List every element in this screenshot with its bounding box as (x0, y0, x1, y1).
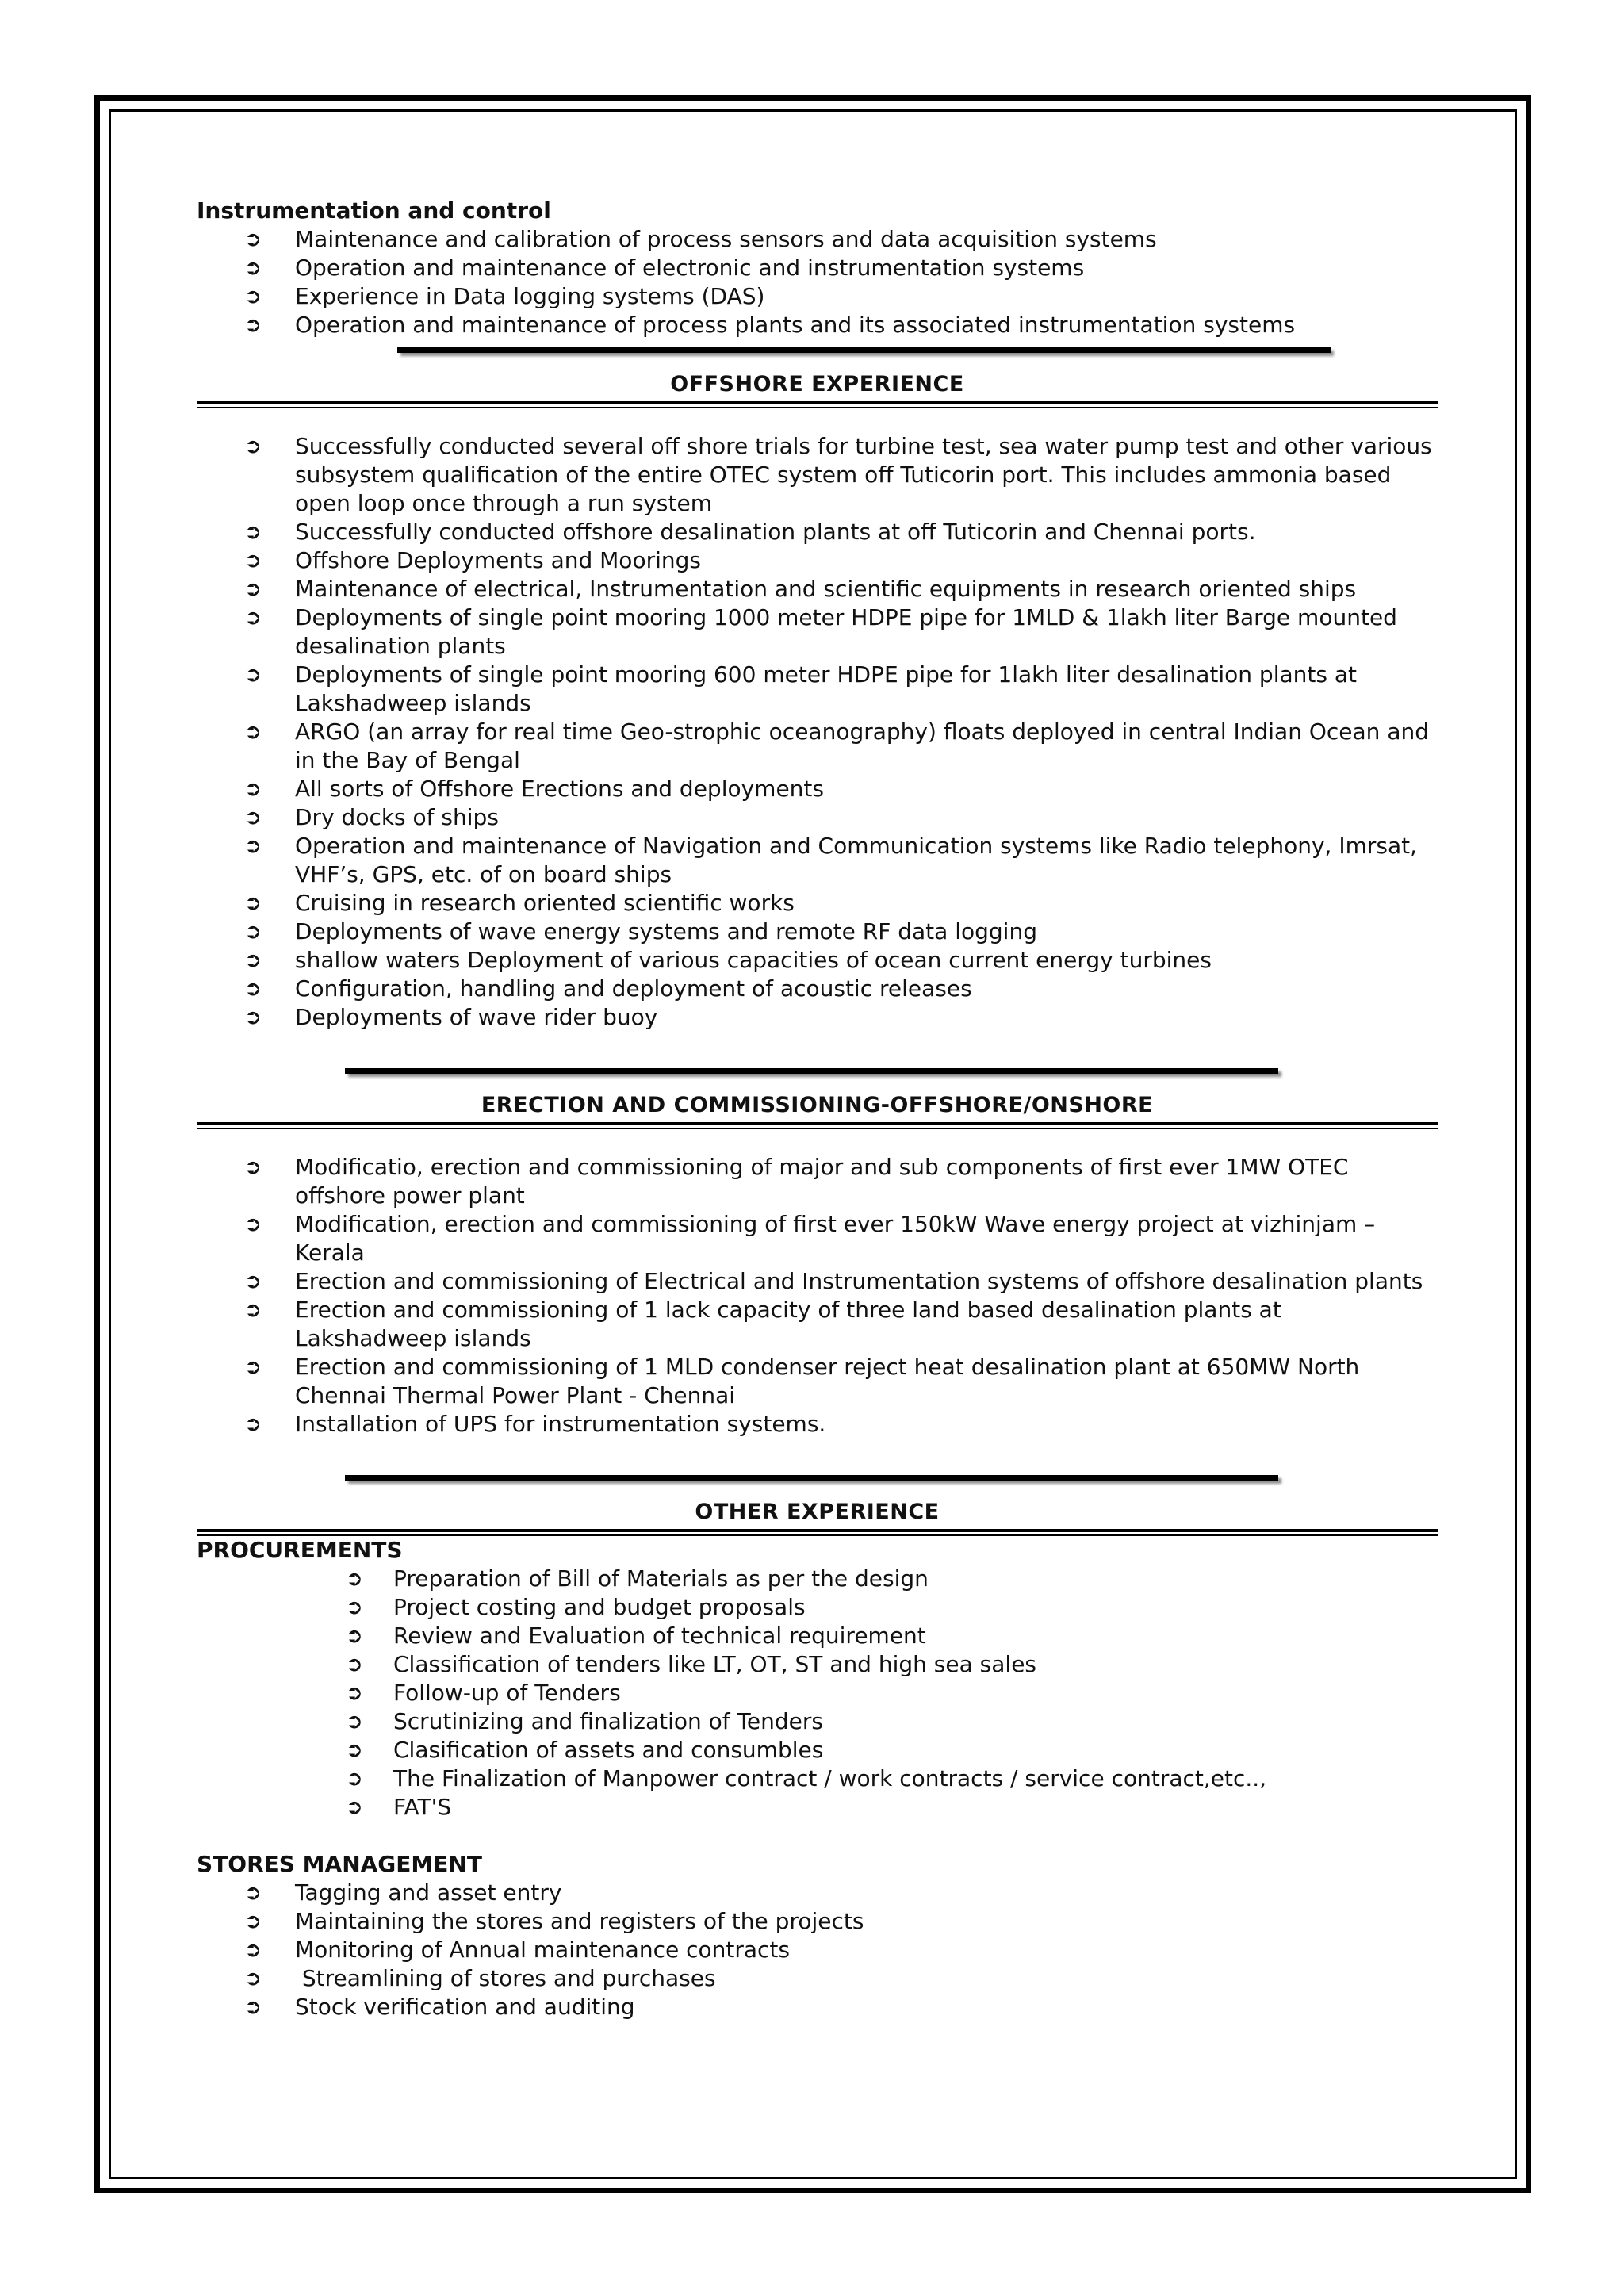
arrow-bullet-icon: ➲ (346, 1710, 363, 1734)
list-item: ➲ Erection and commissioning of 1 lack capacity of three land based desalination plants at Lakshadweep islands (244, 1297, 1281, 1351)
list-item: ➲ Dry docks of ships (244, 804, 499, 830)
list-item: ➲ Erection and commissioning of Electrical and Instrumentation systems of offshore desalination plants (244, 1268, 1423, 1294)
list-item: ➲ All sorts of Offshore Erections and deployments (244, 776, 824, 802)
list-item: ➲ Erection and commissioning of 1 MLD condenser reject heat desalination plant at 650MW North Chennai Thermal Power Plant - Chennai (244, 1354, 1360, 1408)
arrow-bullet-icon: ➲ (244, 549, 262, 573)
list-item: ➲ Modificatio, erection and commissioning of major and sub components of first ever 1MW OTEC offshore power plant (244, 1154, 1349, 1209)
stores-management-list (197, 1879, 1438, 2021)
arrow-bullet-icon: ➲ (244, 891, 262, 915)
arrow-bullet-icon: ➲ (244, 920, 262, 944)
list-item: ➲ Cruising in research oriented scientific works (244, 890, 795, 916)
section-divider (345, 1475, 1278, 1481)
list-item: ➲ Tagging and asset entry (244, 1879, 562, 1906)
arrow-bullet-icon: ➲ (244, 256, 262, 280)
list-item: ➲ Clasification of assets and consumbles (346, 1737, 824, 1763)
arrow-bullet-icon: ➲ (244, 720, 262, 744)
list-item: ➲ Project costing and budget proposals (346, 1594, 806, 1620)
arrow-bullet-icon: ➲ (346, 1681, 363, 1705)
list-item: ➲ shallow waters Deployment of various capacities of ocean current energy turbines (244, 947, 1212, 973)
list-item: ➲ Deployments of single point mooring 600 meter HDPE pipe for 1lakh liter desalination plants at Lakshadweep islands (244, 661, 1357, 716)
arrow-bullet-icon: ➲ (244, 1881, 262, 1905)
list-item: ➲ Operation and maintenance of process plants and its associated instrumentation systems (244, 312, 1296, 338)
list-item: ➲ Maintenance of electrical, Instrumentation and scientific equipments in research oriented ships (244, 576, 1357, 602)
arrow-bullet-icon: ➲ (244, 577, 262, 601)
list-item: ➲ ARGO (an array for real time Geo-strophic oceanography) floats deployed in central Indian Ocean and in the Bay of Bengal (244, 718, 1429, 773)
stores-management-heading: STORES MANAGEMENT (197, 1851, 482, 1877)
list-item: ➲ Deployments of wave rider buoy (244, 1004, 658, 1030)
list-item: ➲ Classification of tenders like LT, OT, ST and high sea sales (346, 1651, 1037, 1677)
arrow-bullet-icon: ➲ (244, 285, 262, 308)
section-divider (397, 347, 1331, 353)
resume-page-content (197, 197, 1438, 2021)
list-item: ➲ Stock verification and auditing (244, 1994, 635, 2020)
arrow-bullet-icon: ➲ (244, 1213, 262, 1236)
list-item: ➲ Offshore Deployments and Moorings (244, 547, 701, 573)
arrow-bullet-icon: ➲ (244, 834, 262, 858)
offshore-experience-list (197, 432, 1438, 1032)
procurements-heading: PROCUREMENTS (197, 1537, 403, 1563)
list-item: ➲ Follow-up of Tenders (346, 1680, 621, 1706)
instrumentation-heading: Instrumentation and control (197, 197, 551, 224)
heading-underline (197, 401, 1438, 408)
list-item: ➲ Operation and maintenance of Navigation and Communication systems like Radio telephony, Imrsat, VHF’s, GPS, etc. of on board ships (244, 833, 1417, 887)
arrow-bullet-icon: ➲ (244, 313, 262, 337)
list-item: ➲ Operation and maintenance of electronic and instrumentation systems (244, 255, 1085, 281)
arrow-bullet-icon: ➲ (346, 1596, 363, 1619)
list-item: ➲ FAT'S (346, 1794, 452, 1820)
heading-underline (197, 1122, 1438, 1129)
arrow-bullet-icon: ➲ (244, 1938, 262, 1962)
list-item: ➲ Preparation of Bill of Materials as per the design (346, 1565, 929, 1592)
list-item: ➲ Installation of UPS for instrumentation systems. (244, 1411, 826, 1437)
list-item: ➲ Maintaining the stores and registers of the projects (244, 1908, 864, 1934)
arrow-bullet-icon: ➲ (244, 228, 262, 251)
arrow-bullet-icon: ➲ (346, 1653, 363, 1676)
list-item: ➲ Streamlining of stores and purchases (244, 1965, 716, 1991)
arrow-bullet-icon: ➲ (244, 977, 262, 1001)
erection-commissioning-heading: ERECTION AND COMMISSIONING-OFFSHORE/ONSHORE (481, 1093, 1154, 1117)
arrow-bullet-icon: ➲ (244, 520, 262, 544)
arrow-bullet-icon: ➲ (244, 1995, 262, 2019)
arrow-bullet-icon: ➲ (244, 1270, 262, 1293)
arrow-bullet-icon: ➲ (244, 1412, 262, 1436)
offshore-experience-heading: OFFSHORE EXPERIENCE (670, 372, 964, 397)
arrow-bullet-icon: ➲ (346, 1567, 363, 1591)
list-item: ➲ Monitoring of Annual maintenance contracts (244, 1937, 790, 1963)
procurements-list (197, 1565, 1438, 1822)
arrow-bullet-icon: ➲ (244, 1155, 262, 1179)
heading-underline (197, 1529, 1438, 1536)
arrow-bullet-icon: ➲ (244, 1967, 262, 1990)
list-item: ➲ Modification, erection and commissioning of first ever 150kW Wave energy project at vizhinjam –Kerala (244, 1211, 1376, 1266)
instrumentation-list (197, 225, 1438, 339)
section-divider (345, 1068, 1278, 1074)
arrow-bullet-icon: ➲ (346, 1767, 363, 1791)
list-item: ➲ Maintenance and calibration of process sensors and data acquisition systems (244, 226, 1157, 252)
arrow-bullet-icon: ➲ (346, 1624, 363, 1648)
list-item: ➲ Configuration, handling and deployment of acoustic releases (244, 975, 972, 1002)
arrow-bullet-icon: ➲ (244, 663, 262, 687)
arrow-bullet-icon: ➲ (244, 806, 262, 829)
arrow-bullet-icon: ➲ (244, 948, 262, 972)
arrow-bullet-icon: ➲ (244, 777, 262, 801)
list-item: ➲ Successfully conducted several off shore trials for turbine test, sea water pump test and other various subsystem qualification of the entire OTEC system off Tuticorin port. This includes ammonia based open loop once through a run system (244, 433, 1432, 516)
arrow-bullet-icon: ➲ (244, 1910, 262, 1933)
arrow-bullet-icon: ➲ (244, 606, 262, 630)
list-item: ➲ Successfully conducted offshore desalination plants at off Tuticorin and Chennai ports. (244, 519, 1256, 545)
arrow-bullet-icon: ➲ (244, 1355, 262, 1379)
other-experience-heading: OTHER EXPERIENCE (695, 1500, 940, 1524)
arrow-bullet-icon: ➲ (346, 1795, 363, 1819)
list-item: ➲ The Finalization of Manpower contract / work contracts / service contract,etc.., (346, 1765, 1267, 1791)
list-item: ➲ Scrutinizing and finalization of Tenders (346, 1708, 823, 1734)
arrow-bullet-icon: ➲ (244, 435, 262, 458)
arrow-bullet-icon: ➲ (346, 1738, 363, 1762)
list-item: ➲ Deployments of wave energy systems and remote RF data logging (244, 918, 1037, 944)
list-item: ➲ Review and Evaluation of technical requirement (346, 1623, 926, 1649)
list-item: ➲ Deployments of single point mooring 1000 meter HDPE pipe for 1MLD & 1lakh liter Barge mounted desalination plants (244, 604, 1397, 659)
erection-commissioning-list (197, 1153, 1438, 1439)
list-item: ➲ Experience in Data logging systems (DAS) (244, 283, 765, 309)
arrow-bullet-icon: ➲ (244, 1006, 262, 1029)
arrow-bullet-icon: ➲ (244, 1298, 262, 1322)
